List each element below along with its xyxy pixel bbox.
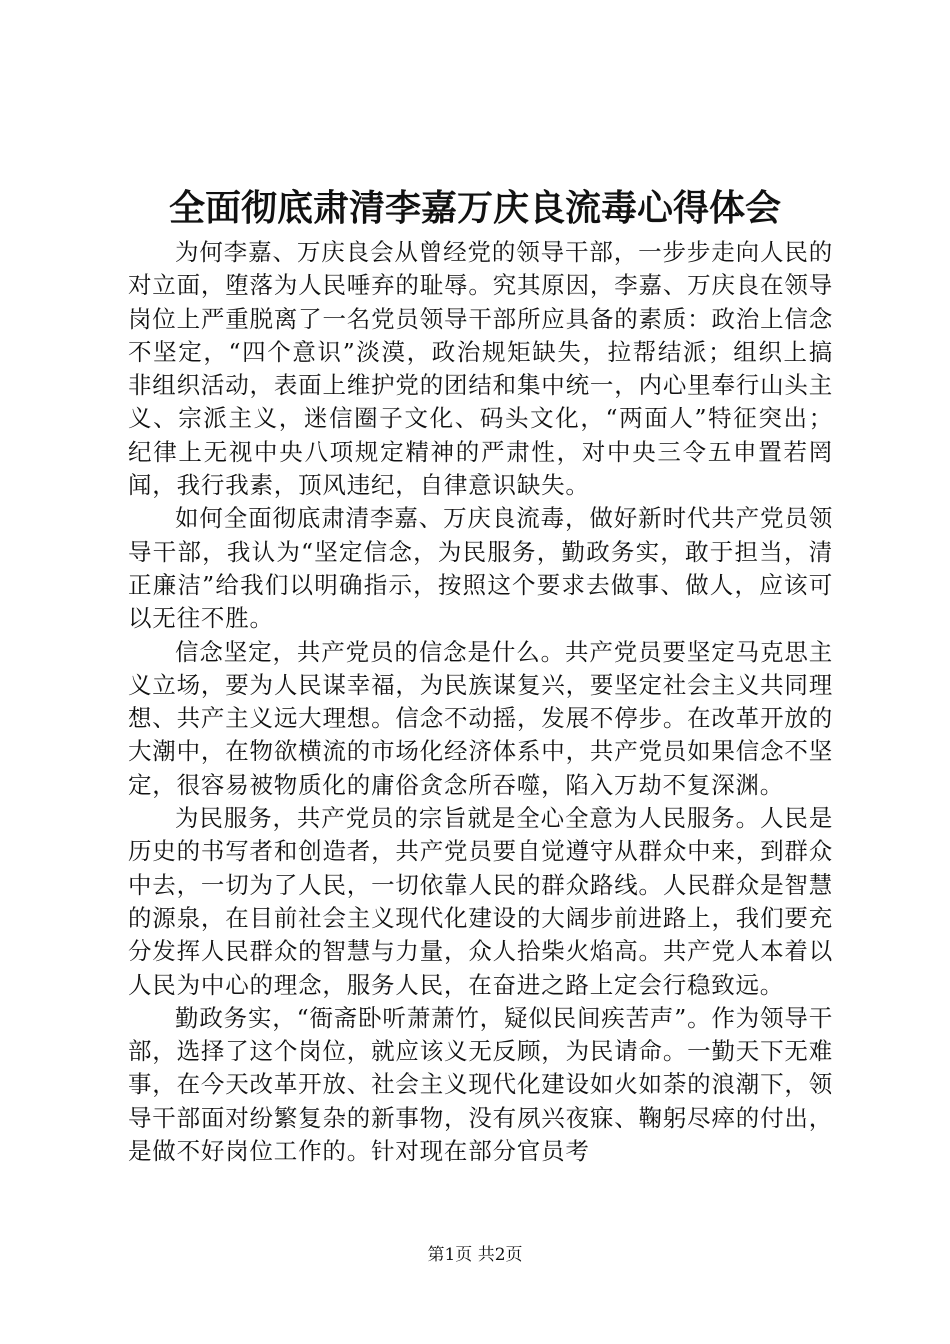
document-body [128, 236, 833, 1168]
paragraph-2: 如何全面彻底肃清李嘉、万庆良流毒，做好新时代共产党员领导干部，我认为“坚定信念，为民服务，勤政务实，敢于担当，清正廉洁”给我们以明确指示，按照这个要求去做事、做人，应该可以无往不胜。 [128, 504, 833, 633]
paragraph-1: 为何李嘉、万庆良会从曾经党的领导干部，一步步走向人民的对立面，堕落为人民唾弃的耻辱。究其原因，李嘉、万庆良在领导岗位上严重脱离了一名党员领导干部所应具备的素质：政治上信念不坚定，“四个意识”淡漠，政治规矩缺失，拉帮结派；组织上搞非组织活动，表面上维护党的团结和集中统一，内心里奉行山头主义、宗派主义，迷信圈子文化、码头文化，“两面人”特征突出；纪律上无视中央八项规定精神的严肃性，对中央三令五申置若罔闻，我行我素，顶风违纪，自律意识缺失。 [128, 238, 833, 500]
page-number-footer: 第1页 共2页 [427, 1245, 523, 1265]
document-title: 全面彻底肃清李嘉万庆良流毒心得体会 [168, 187, 781, 229]
paragraph-4: 为民服务，共产党员的宗旨就是全心全意为人民服务。人民是历史的书写者和创造者，共产党员要自觉遵守从群众中来，到群众中去，一切为了人民，一切依靠人民的群众路线。人民群众是智慧的源泉，在目前社会主义现代化建设的大阔步前进路上，我们要充分发挥人民群众的智慧与力量，众人拾柴火焰高。共产党人本着以人民为中心的理念，服务人民，在奋进之路上定会行稳致远。 [128, 804, 833, 999]
paragraph-3: 信念坚定，共产党员的信念是什么。共产党员要坚定马克思主义立场，要为人民谋幸福，为民族谋复兴，要坚定社会主义共同理想、共产主义远大理想。信念不动摇，发展不停步。在改革开放的大潮中，在物欲横流的市场化经济体系中，共产党员如果信念不坚定，很容易被物质化的庸俗贪念所吞噬，陷入万劫不复深渊。 [128, 637, 833, 799]
paragraph-5: 勤政务实，“衙斋卧听萧萧竹，疑似民间疾苦声”。作为领导干部，选择了这个岗位，就应该义无反顾，为民请命。一勤天下无难事，在今天改革开放、社会主义现代化建设如火如荼的浪潮下，领导干部面对纷繁复杂的新事物，没有夙兴夜寐、鞠躬尽瘁的付出，是做不好岗位工作的。针对现在部分官员考 [128, 1003, 833, 1166]
